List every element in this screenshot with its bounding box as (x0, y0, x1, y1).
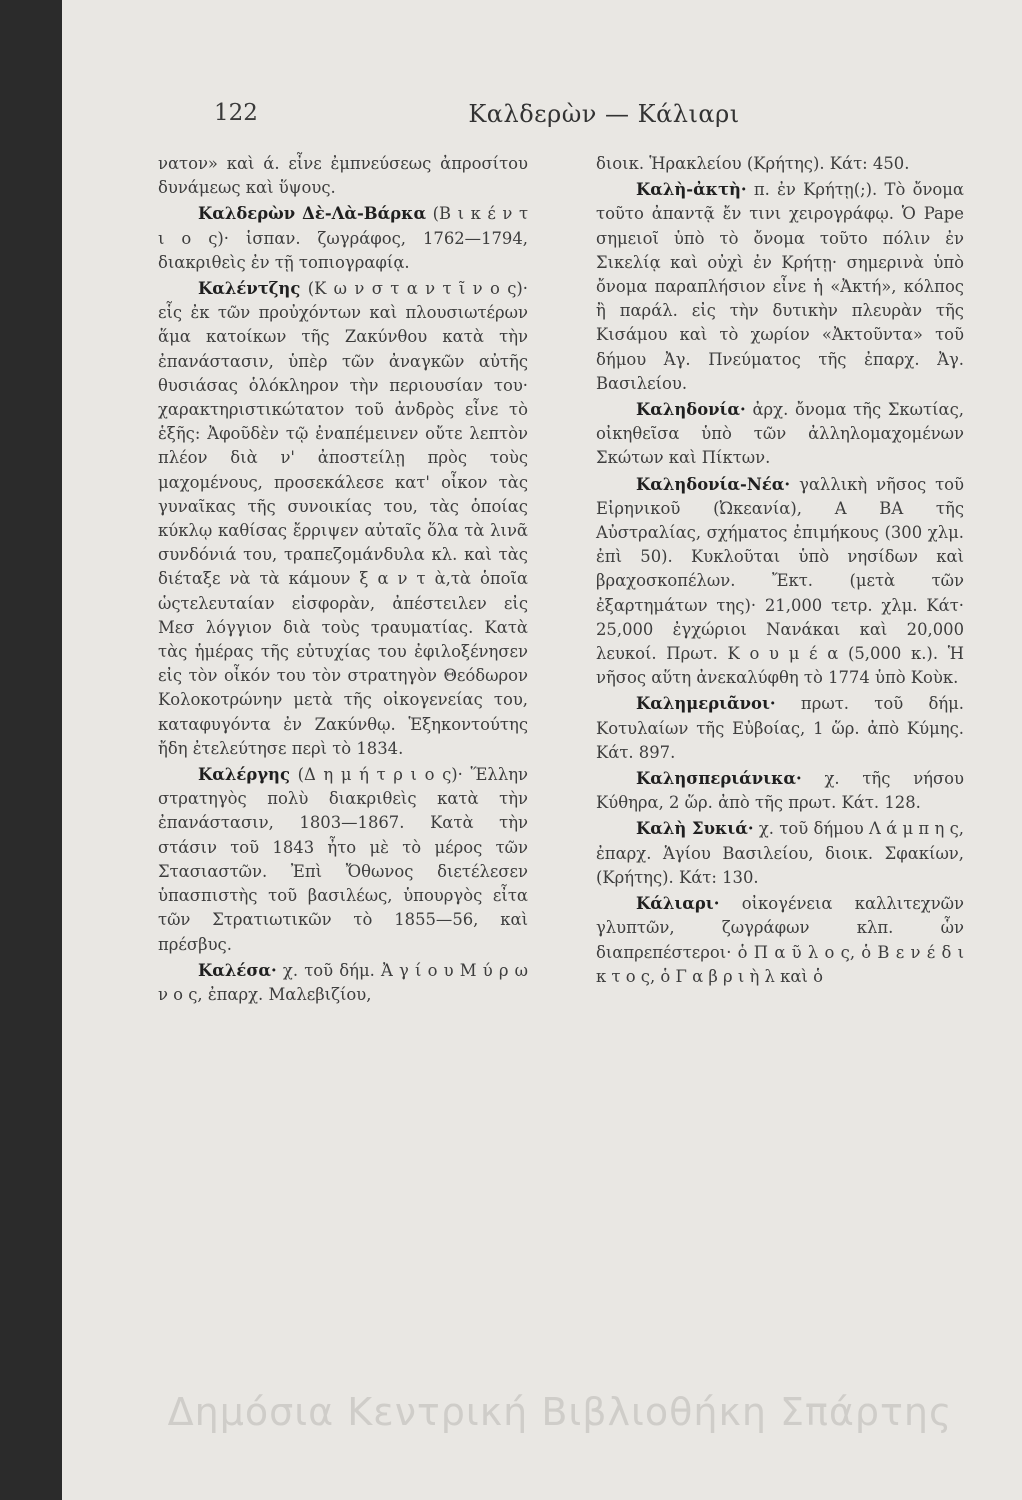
entry-headword: Καληδονία-Νέα· (636, 474, 791, 494)
dictionary-entry (596, 892, 964, 989)
right-column (596, 152, 964, 991)
entry-headword: Καλδερὼν Δὲ-Λὰ-Βάρκα (198, 204, 427, 224)
entry-text: νατον» καὶ ά. εἶνε ἐμπνεύσεως ἀπροσίτου δυνάμεως καὶ ὕψους. (158, 154, 528, 198)
entry-text: διοικ. Ἡρακλείου (Κρήτης). Κάτ: 450. (596, 154, 910, 173)
entry-text: (Δ η μ ή τ ρ ι ο ς)· Ἕλλην στρατηγὸς πολὺ διακριθεὶς κατὰ τὴν ἐπανάστασιν, 1803—1867. Κατὰ τὴν στάσιν τοῦ 1843 ἦτο μὲ τὸ μέρος τῶν Στασιαστῶν. Ἐπὶ Ὄθωνος διετέλεσεν ὑπασπιστὴς τοῦ βασιλέως, ὑπουργὸς εἶτα τῶν Στρατιωτικῶν τὸ 1855—56, καὶ πρέσβυς. (158, 765, 528, 954)
dictionary-entry (158, 959, 528, 1007)
library-watermark: Δημόσια Κεντρική Βιβλιοθήκη Σπάρτης (167, 1390, 953, 1434)
entry-text: γαλλικὴ νῆσος τοῦ Εἰρηνικοῦ (Ὠκεανία), Α ΒΑ τῆς Αὐστραλίας, σχήματος ἐπιμήκους (300 χλμ. ἐπὶ 50). Κυκλοῦται ὑπὸ νησίδων καὶ βραχοσκοπέλων. Ἔκτ. (μετὰ τῶν ἐξαρτημάτων της)· 21,000 τετρ. χλμ. Κάτ· 25,000 ἐγχώριοι Νανάκαι καὶ 20,000 λευκοί. Πρωτ. Κ ο υ μ έ α (5,000 κ.). Ἡ νῆσος αὕτη ἀνεκαλύφθη τὸ 1774 ὑπὸ Κοὺκ. (596, 474, 964, 688)
entry-text: π. ἐν Κρήτῃ(;). Τὸ ὄνομα τοῦτο ἀπαντᾷ ἔν τινι χειρογράφῳ. Ὁ Pape σημειοῖ ὑπὸ τὸ ὄνομα τοῦτο πόλιν ἐν Σικελίᾳ καὶ οὐχὶ ἐν Κρήτῃ· σημερινὰ ὑπὸ ὄνομα παραπλήσιον εἶνε ἡ «Ἀκτή», κόλπος ἢ παράλ. εἰς τὴν δυτικὴν πλευρὰν τῆς Κισάμου καὶ τὸ χωρίον «Ἀκτοῦντα» τοῦ δήμου Ἀγ. Πνεύματος τῆς ἐπαρχ. Ἀγ. Βασιλείου. (596, 180, 964, 393)
dictionary-entry (596, 692, 964, 765)
entry-headword: Καλὴ-ἀκτὴ· (636, 180, 747, 200)
entry-headword: Καλέσα· (198, 960, 277, 980)
dictionary-entry (596, 473, 964, 691)
entry-headword: Καλημεριᾶνοι· (636, 694, 776, 714)
dictionary-entry (596, 767, 964, 815)
entry-text: χ. τῆς νήσου Κύθηρα, 2 ὥρ. ἀπὸ τῆς πρωτ. Κάτ. 128. (596, 769, 965, 813)
dictionary-entry (596, 178, 964, 396)
entry-text: (Κ ω ν σ τ α ν τ ῖ ν ο ς)· εἷς ἐκ τῶν προὐχόντων καὶ πλουσιωτέρων ἅμα κατοίκων τῆς Ζακύνθου κατὰ τὴν ἐπανάστασιν, ὑπὲρ τῶν ἀναγκῶν αὐτῆς θυσιάσας ὁλόκληρον τὴν περιουσίαν του· χαρακτηριστικώτατον τοῦ ἀνδρὸς εἶνε τὸ ἑξῆς: Ἀφοῦδὲν τῷ ἐναπέμεινεν οὔτε λεπτὸν πλέον διὰ ν' ἀποστείλῃ πρὸς τοὺς μαχομένους, προσεκάλεσε κατ' οἶκον τὰς γυναῖκας τῆς συνοικίας του, τὰς ὁποίας κύκλῳ καθίσας ἔρριψεν αὐταῖς ὅλα τὰ λινᾶ συνδόνιά του, τραπεζομάνδυλα κλ. καὶ τὰς διέταξε νὰ τὰ κάμουν ξ α ν τ ὰ,τὰ ὁποῖα ὡςτελευταίαν εἰσφορὰν, ἀπέστειλεν εἰς Μεσ λόγγιον διὰ τοὺς τραυματίας. Κατὰ τὰς ἡμέρας τῆς εὐτυχίας του ἐφιλοξένησεν εἰς τὸν οἶκόν του τὸν στρατηγὸν Θεόδωρον Κολοκοτρώνην μετὰ τῆς οἰκογενείας του, καταφυγόντα ἐν Ζακύνθῳ. Ἑξηκοντούτης ἤδη ἐτελεύτησε περὶ τὸ 1834. (158, 279, 528, 758)
entry-text: πρωτ. τοῦ δήμ. Κοτυλαίων τῆς Εὐβοίας, 1 ὥρ. ἀπὸ Κύμης. Κάτ. 897. (596, 694, 964, 762)
left-column (158, 152, 528, 1009)
dictionary-entry (596, 398, 964, 471)
entry-text: χ. τοῦ δήμου Λ ά μ π η ς, ἐπαρχ. Ἁγίου Βασιλείου, διοικ. Σφακίων, (Κρήτης). Κάτ: 130. (596, 819, 964, 887)
dictionary-entry (158, 763, 528, 957)
entry-text: οἰκογένεια καλλιτεχνῶν γλυπτῶν, ζωγράφων κλπ. ὧν διαπρεπέστεροι· ὁ Π α ῦ λ ο ς, ὁ Β ε ν έ δ ι κ τ ο ς, ὁ Γ α β ρ ι ὴ λ καὶ ὁ (596, 894, 964, 986)
dictionary-entry (158, 202, 528, 275)
entry-headword: Καλέργης (198, 765, 290, 785)
running-title: Καλδερὼν — Κάλιαρι (468, 100, 740, 128)
entry-headword: Καληδονία· (636, 400, 746, 420)
dictionary-entry (158, 152, 528, 200)
dictionary-entry (596, 152, 964, 176)
entry-headword: Καλέντζης (198, 279, 301, 299)
entry-text: (Β ι κ έ ν τ ι ο ς)· ἱσπαν. ζωγράφος, 1762—1794, διακριθεὶς ἐν τῇ τοπιογραφίᾳ. (158, 204, 529, 272)
entry-text: χ. τοῦ δήμ. Ἀ γ ί ο υ Μ ύ ρ ω ν ο ς, ἐπαρχ. Μαλεβιζίου, (158, 960, 528, 1004)
entry-headword: Κάλιαρι· (636, 894, 720, 914)
page-header (214, 100, 994, 140)
entry-headword: Καλὴ Συκιά· (636, 819, 754, 839)
dictionary-entry (158, 277, 528, 761)
dictionary-entry (596, 817, 964, 890)
page-number: 122 (214, 100, 258, 126)
entry-headword: Καλησπεριάνικα· (636, 769, 802, 789)
entry-text: ἀρχ. ὄνομα τῆς Σκωτίας, οἰκηθεῖσα ὑπὸ τῶν ἀλληλομαχομένων Σκώτων καὶ Πίκτων. (596, 400, 964, 468)
